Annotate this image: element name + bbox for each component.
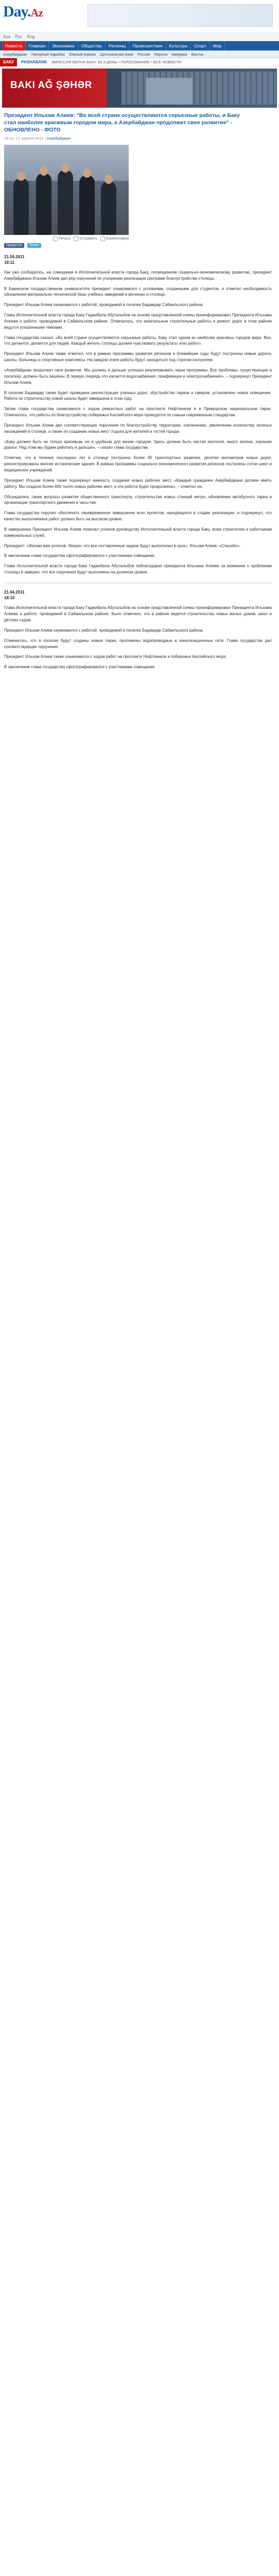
article-paragraph: «Азербайджан продолжит свое развитие. Мы должны и дальше успешно реализовывать наши программы. Все проблемы, существующие в поселках, должны быть решены. В первую очередь это касается водоснабжения, газификации и электроснабжения», – подчеркнул Президент Ильхам Алиев.: [4, 368, 272, 385]
article-paragraph: Отметим, что в течение последних лет в столице построено более 30 транспортных развязок, десятки километров новых дорог, реконструированы многие исторические здания. В рамках программы социально-экономического развития регионов построены сотни школ и медицинских учреждений.: [4, 455, 272, 472]
nav-main[interactable]: Главная: [26, 41, 49, 50]
send-button[interactable]: Отправить: [74, 236, 97, 241]
article-paragraph: В завершение Президент Ильхам Алиев пожелал успехов руководству Исполнительной власти города Баку, всем строителям и работникам коммунальных служб.: [4, 527, 272, 538]
sub-nav: [0, 50, 279, 58]
nav-society[interactable]: Общество: [78, 41, 106, 50]
subnav-item[interactable]: Европа: [154, 52, 168, 57]
site-logo[interactable]: Day.Az: [3, 3, 43, 20]
article-paragraph: Глава государства сказал: «Во всей стране осуществляются серьезные работы. Баку стал одним из наиболее красивых городов мира. Все, что делается, делается для людей. Каждый житель столицы должен чувствовать результаты этих работ».: [4, 335, 272, 346]
ticker-brand[interactable]: PASHABANK: [21, 60, 47, 64]
article-paragraph: В заключение глава государства сфотографировался с участниками совещания.: [4, 665, 155, 670]
article-headline[interactable]: Президент Ильхам Алиев: "Во всей стране осуществляются серьезные работы, и Баку стал наиболее красивым городом мира, а Азербайджан продолжит свое развитие" - ОБНОВЛЕНО - ФОТО: [4, 112, 240, 133]
article-paragraph: Глава Исполнительной власти города Баку Гаджибала Абуталыбов на основе представленной схемы проинформировал Президента Ильхама Алиева о работе, проводимой в Сабаильском районе. Было отмечено, что в районе ведется строительство новых жилых домов, школ и детских садов.: [4, 605, 272, 623]
article-paragraph: Затем глава государства ознакомился с ходом ремонтных работ на проспекте Нефтяников и в Приморском национальном парке. Отмечалось, что работы по благоустройству побережья Каспийского моря проводятся по самым современным стандартам.: [4, 406, 272, 418]
comment-icon: [100, 236, 105, 241]
ticker-text[interactable]: ЭМИССИЯ ВЕРНА БАКУ ЗА 8 ДЕНЬ • ГОЛОСОВАНИЕ • ВСЕ НОВОСТИ: [51, 60, 182, 64]
nav-culture[interactable]: Культура: [166, 41, 191, 50]
article-paragraph: Глава Исполнительной власти города Баку Гаджибала Абуталыбов поблагодарил президента Ильхама Алиева за внимание к проблемам столицы и заверил, что все поручения будут выполнены на должном уровне.: [4, 564, 272, 575]
subnav-item[interactable]: Америка: [171, 52, 187, 57]
nav-sport[interactable]: Спорт: [191, 41, 210, 50]
nav-world[interactable]: Мир: [210, 41, 225, 50]
nav-news[interactable]: Новости: [2, 41, 26, 50]
news-ticker: [0, 58, 279, 66]
nav-regions[interactable]: Регионы: [106, 41, 129, 50]
subnav-item[interactable]: Нагорный Карабах: [31, 52, 65, 57]
article: [0, 108, 279, 670]
article-paragraph: Президент Ильхам Алиев ознакомился с работой, проводимой в поселке Бадамдар Сабаильского района.: [4, 302, 204, 308]
nav-incidents[interactable]: Происшествия: [129, 41, 166, 50]
article-paragraph: В поселке Бадамдар также будет проведена реконструкция уличных дорог, обустройство парков и скверов, установлено новое освещение. Работа по строительству новой школы будет завершена в этом году.: [4, 390, 272, 401]
article-paragraph: Глава Исполнительной власти города Баку Гаджибала Абуталыбов на основе представленной схемы проинформировал Президента Ильхама Алиева о работе, проводимой в Сабаильском районе. Отмечалось, что капитальные строительные работы и ремонт дорог в этом районе ведутся ускоренными темпами.: [4, 313, 272, 330]
update-date: 21.04.2011 18:10: [4, 589, 25, 601]
ticker-label: БАКУ: [0, 58, 17, 66]
print-button[interactable]: Печать: [53, 236, 71, 241]
article-rubric-link[interactable]: Азербайджан: [46, 135, 71, 141]
subnav-item[interactable]: Центральная Азия: [100, 52, 134, 57]
subnav-item[interactable]: Азербайджан: [3, 52, 27, 57]
article-body: [4, 269, 275, 575]
article-paragraph: Президент Ильхам Алиев ознакомился с работой, проводимой в поселке Бадамдар Сабаильского района.: [4, 628, 204, 633]
main-nav: [0, 41, 279, 50]
article-photo[interactable]: [4, 145, 129, 235]
article-paragraph: «Баку должен быть не только красивым, но и удобным для жизни городом. Здесь должна быть чистая экология, много зелени, хорошие дороги. Над этим мы будем работать и дальше», – сказал глава государства.: [4, 439, 272, 450]
article-paragraph: Как уже сообщалось, на совещании в Исполнительной власти города Баку, посвященном социально-экономическому развитию, президент Азербайджана Ильхам Алиев дал ряд поручений по ускорению реализации программ благоустройства столицы.: [4, 269, 272, 281]
article-paragraph: В Бакинском государственном университете президент ознакомился с условиями, созданными для студентов, и отметил необходимость обновления материально-технической базы учебных заведений в регионах и столице.: [4, 286, 272, 297]
tweet-button[interactable]: Tweet: [27, 243, 41, 248]
lang-az[interactable]: Azə: [3, 35, 10, 39]
site-header: [0, 0, 279, 33]
article-body-update: [4, 605, 275, 670]
facebook-like-button[interactable]: Нравится: [4, 243, 24, 248]
header-banner[interactable]: [88, 4, 273, 27]
comments-button[interactable]: Комментарии: [100, 236, 129, 241]
nav-economy[interactable]: Экономика: [49, 41, 78, 50]
article-paragraph: Отмечалось, что в поселке будут созданы новые парки, проложены водопроводные и канализационные сети. Глава государства дал соответствующие поручения.: [4, 638, 272, 649]
article-paragraph: В заключение глава государства сфотографировался с участниками совещания.: [4, 553, 155, 558]
article-paragraph: Президент Ильхам Алиев также отметил, что в рамках программы развития регионов в ближайшие годы будут построены новые дороги, школы, больницы и спортивные комплексы. На каждом этапе работы будут находиться под строгим контролем.: [4, 351, 272, 363]
ad-building-image: [146, 78, 193, 105]
lang-ru[interactable]: Рус: [15, 35, 23, 39]
ad-building-image: [121, 72, 276, 105]
mail-icon: [74, 236, 78, 241]
article-paragraph: Президент Ильхам Алиев также подчеркнул важность создания новых рабочих мест. «Каждый гражданин Азербайджана должен иметь работу. Мы создали более 800 тысяч новых рабочих мест, и эта работа будет продолжена», – отметил он.: [4, 478, 272, 489]
ad-banner[interactable]: [2, 69, 277, 108]
article-paragraph: Обсуждались также вопросы развития общественного транспорта, строительства новых станций метро, обновления автобусного парка и организации транспортного движения в часы пик.: [4, 494, 272, 505]
language-bar: [0, 33, 279, 41]
subnav-item[interactable]: Россия: [137, 52, 150, 57]
article-paragraph: Президент Ильхам Алиев дал соответствующие поручения по благоустройству территории, озеленению, увеличению количества зеленых насаждений в столице, а также по созданию новых мест отдыха для жителей и гостей города.: [4, 422, 272, 434]
article-paragraph: Президент Ильхам Алиев также ознакомился с ходом работ на проспекте Нефтяников и побережье Каспийского моря.: [4, 654, 227, 659]
social-buttons: [4, 243, 275, 248]
subnav-item[interactable]: Восток: [191, 52, 204, 57]
article-paragraph: Глава государства поручил обеспечить своевременное завершение всех проектов, находящихся в стадии реализации, и подчеркнул, что качество выполняемых работ должно быть на высоком уровне.: [4, 511, 272, 522]
update-date: 21.04.2011 18:11: [4, 254, 25, 265]
article-timestamp: 18:12, 21 апреля 2011 | Азербайджан: [4, 135, 71, 141]
subnav-item[interactable]: Южный Кавказ: [69, 52, 96, 57]
print-icon: [53, 236, 58, 241]
article-tools: [4, 236, 129, 241]
article-paragraph: Президент: «Желаю вам успехов. Уверен, что все поставленные задачи будут выполнены в срок». Ильхам Алиев: «Спасибо».: [4, 543, 241, 548]
ad-title: BAKI AĞ ŞƏHƏR: [10, 80, 93, 91]
lang-en[interactable]: Eng: [27, 35, 35, 39]
